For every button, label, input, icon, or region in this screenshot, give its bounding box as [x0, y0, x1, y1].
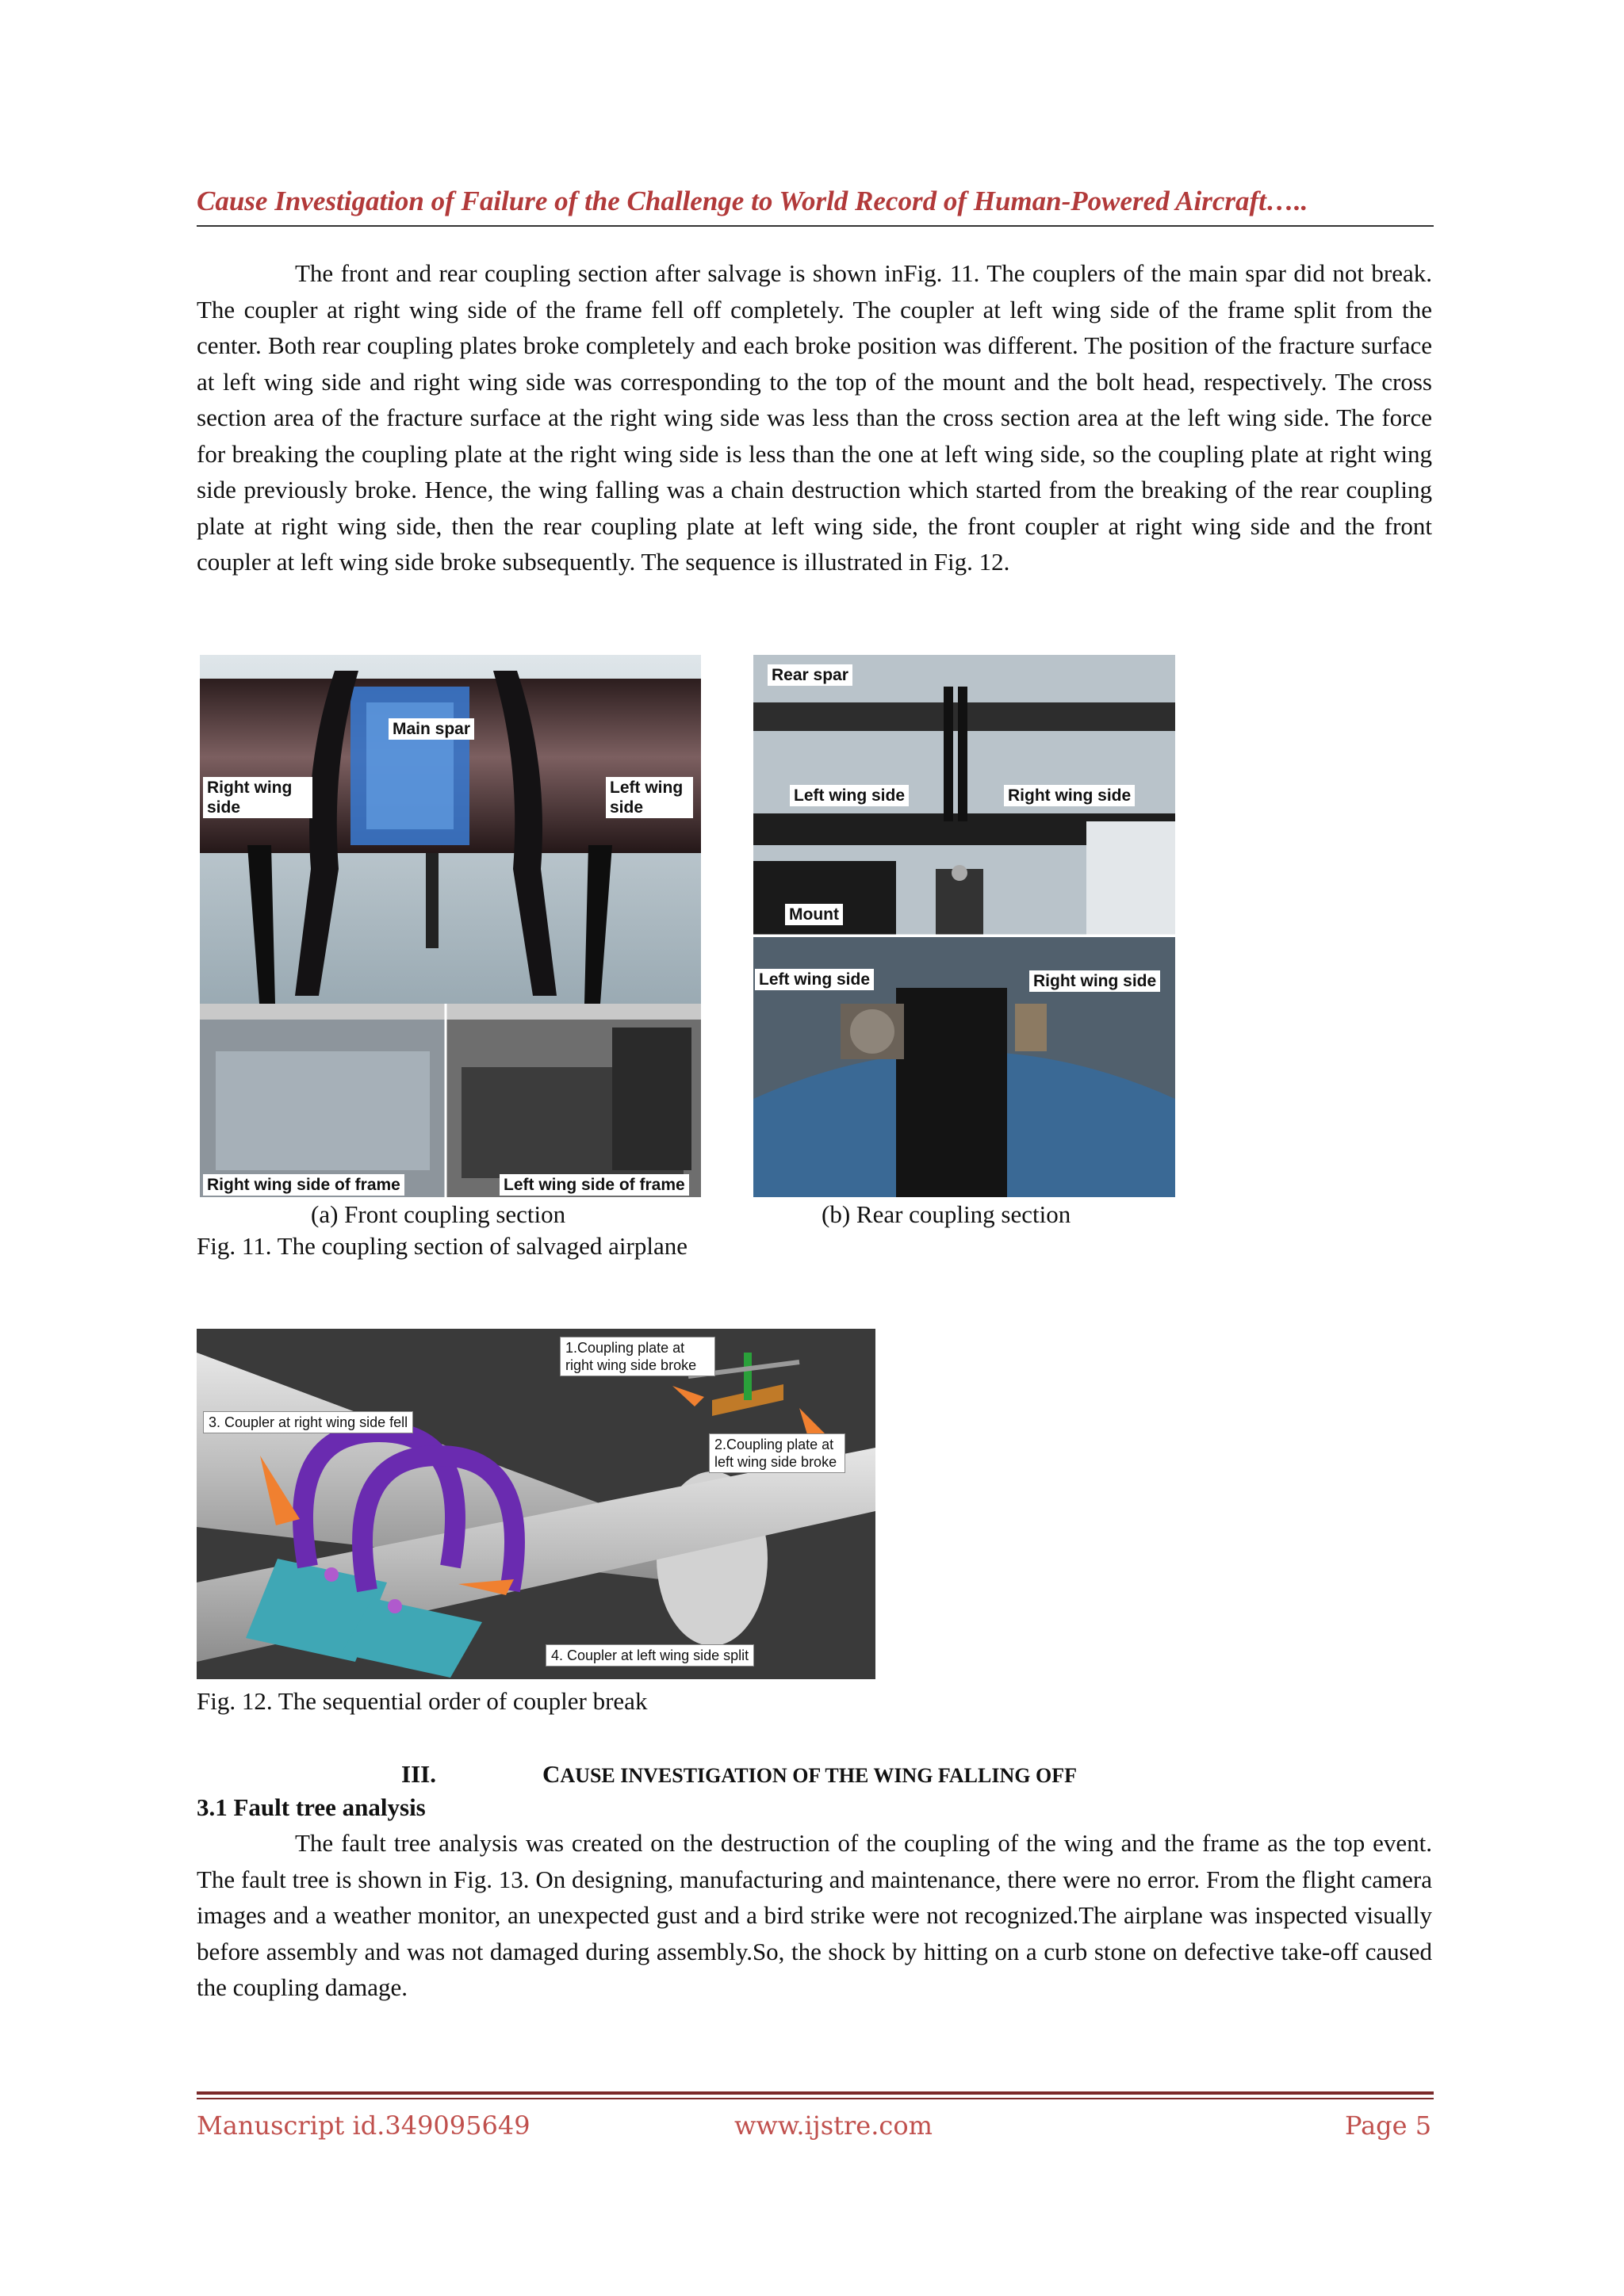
label-rear-spar: Rear spar — [768, 664, 852, 686]
label-left-wing-side-top: Left wing side — [790, 785, 909, 806]
label-right-wing-side-of-frame: Right wing side of frame — [203, 1174, 404, 1196]
label-main-spar: Main spar — [389, 718, 474, 740]
footer-page-number: Page 5 — [1345, 2110, 1432, 2141]
fig12-caption: Fig. 12. The sequential order of coupler break — [197, 1687, 648, 1715]
footer-rule-thin — [197, 2098, 1434, 2099]
fig11-subcaption-b: (b) Rear coupling section — [822, 1200, 1071, 1228]
header-rule — [197, 225, 1434, 227]
fig11b-photo — [753, 655, 1175, 1197]
label-left-wing-side-bottom: Left wing side — [755, 969, 874, 990]
fig12-label-step4: 4. Coupler at left wing side split — [546, 1644, 754, 1667]
body-paragraph-1 — [197, 255, 1432, 580]
label-right-wing-side-bottom: Right wing side — [1029, 970, 1160, 992]
fig12-label-step3: 3. Coupler at right wing side fell — [203, 1411, 413, 1433]
footer-rule-thick — [197, 2091, 1434, 2095]
label-left-wing-side-of-frame: Left wing side of frame — [500, 1174, 689, 1196]
label-left-wing-side: Left wing side — [606, 777, 693, 818]
paragraph-2-text: The fault tree analysis was created on the destruction of the coupling of the wing and the frame as the top event. The fault tree is shown in Fig. 13. On designing, manufacturing and maintenance, there were no error. From the flight camera images and a weather monitor, an unexpected gust and a bird strike were not recognized.The airplane was inspected visually before assembly and was not damaged during assembly.So, the shock by hitting on a curb stone on defective take-off caused the coupling damage. — [197, 1829, 1432, 2001]
fig12-label-step1: 1.Coupling plate at right wing side broke — [560, 1337, 715, 1376]
section-title — [542, 1760, 1077, 1789]
footer-website-link[interactable]: www.ijstre.com — [734, 2110, 933, 2141]
section-number: III. — [401, 1760, 436, 1788]
fig11a-photo — [200, 655, 701, 1197]
subsection-heading: 3.1 Fault tree analysis — [197, 1793, 426, 1821]
running-head: Cause Investigation of Failure of the Challenge to World Record of Human-Powered Aircraft….. — [197, 186, 1308, 216]
fig12-label-step2: 2.Coupling plate at left wing side broke — [709, 1433, 845, 1473]
label-right-wing-side-top: Right wing side — [1004, 785, 1135, 806]
footer-manuscript-id: Manuscript id.349095649 — [197, 2110, 530, 2141]
body-paragraph-2 — [197, 1825, 1432, 2006]
fig11b-photo-illustration — [753, 655, 1175, 1197]
section-title-rest: AUSE INVESTIGATION OF THE WING FALLING OFF — [560, 1764, 1077, 1787]
label-right-wing-side: Right wing side — [203, 777, 312, 818]
fig11-subcaption-a: (a) Front coupling section — [311, 1200, 566, 1228]
label-mount: Mount — [785, 904, 843, 925]
fig11-caption: Fig. 11. The coupling section of salvaged airplane — [197, 1232, 688, 1260]
fig12-render — [197, 1329, 875, 1679]
section-title-initial: C — [542, 1760, 561, 1788]
fig12-render-illustration — [197, 1329, 875, 1679]
paragraph-1-text: The front and rear coupling section after salvage is shown inFig. 11. The couplers of the main spar did not break. The coupler at right wing side of the frame fell off completely. The coupler at left wing side of the frame split from the center. Both rear coupling plates broke completely and each broke position was different. The position of the fracture surface at left wing side and right wing side was corresponding to the top of the mount and the bolt head, respectively. The cross section area of the fracture surface at the right wing side was less than the cross section area at the left wing side. The force for breaking the coupling plate at the right wing side is less than the one at left wing side, so the coupling plate at right wing side previously broke. Hence, the wing falling was a chain destruction which started from the breaking of the rear coupling plate at right wing side, then the rear coupling plate at left wing side, the front coupler at right wing side and the front coupler at left wing side broke subsequently. The sequence is illustrated in Fig. 12. — [197, 259, 1432, 576]
